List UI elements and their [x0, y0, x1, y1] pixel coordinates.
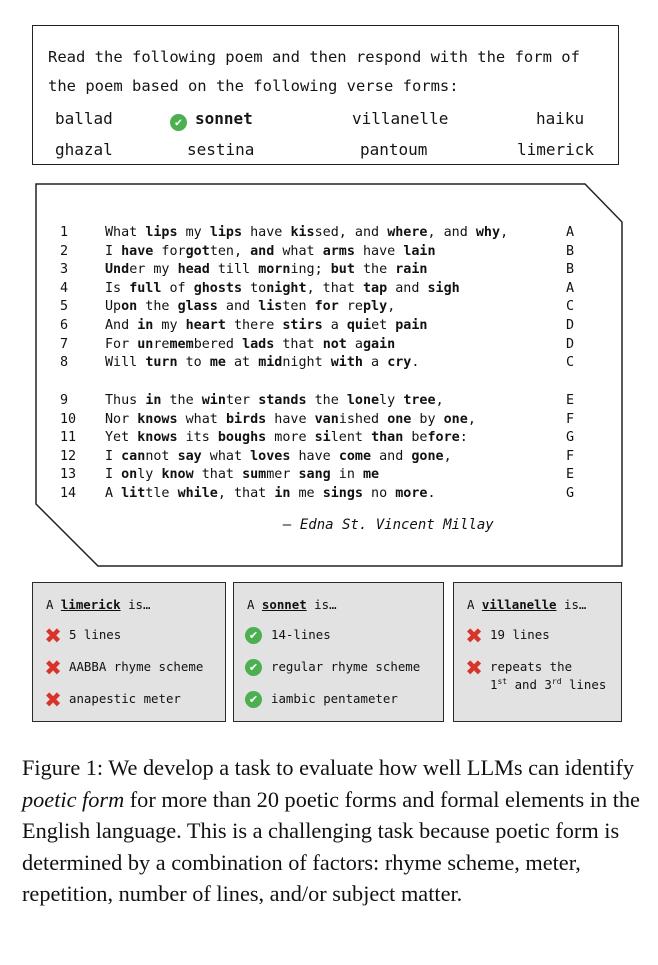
line-text: [105, 299, 395, 314]
stressed-syllable: on: [121, 467, 138, 483]
line-number: 11: [60, 430, 77, 446]
unstressed-text: .: [427, 486, 436, 501]
criterion-item: [43, 656, 204, 680]
stressed-syllable: pain: [395, 318, 428, 333]
rhyme-letter: A: [565, 280, 575, 296]
cross-icon: ✖: [465, 624, 483, 648]
line-number: 5: [60, 299, 69, 315]
line-number: 8: [60, 355, 69, 371]
line-text: [105, 337, 395, 352]
stressed-syllable: why: [475, 225, 501, 240]
unstressed-text: to: [177, 355, 210, 371]
rhyme-letter: D: [565, 336, 575, 352]
stressed-syllable: come: [338, 448, 372, 464]
unstressed-text: no: [363, 486, 396, 501]
rhyme-letter: C: [565, 299, 575, 315]
stressed-syllable: sigh: [427, 280, 460, 296]
line-text: [105, 355, 419, 370]
card-title: [46, 597, 150, 612]
line-number: 4: [60, 280, 69, 296]
unstressed-text: of: [161, 280, 194, 296]
unstressed-text: ter: [225, 393, 259, 408]
line-number: 12: [60, 448, 77, 464]
card-title-suffix: is…: [556, 597, 587, 612]
card-limerick: [32, 582, 226, 722]
line-number: 13: [60, 467, 77, 483]
form-option-haiku: haiku: [536, 109, 585, 128]
stressed-syllable: turn: [145, 355, 178, 371]
unstressed-text: a: [346, 336, 363, 352]
unstressed-text: ten: [282, 299, 315, 315]
unstressed-text: the: [161, 393, 202, 408]
unstressed-text: have: [290, 448, 339, 464]
criterion-text-line: AABBA rhyme scheme: [69, 659, 204, 674]
criterion-text-line: 19 lines: [490, 627, 550, 642]
stressed-syllable: one: [443, 411, 468, 427]
stressed-syllable: me: [363, 467, 380, 483]
unstressed-text: ,: [435, 393, 444, 408]
card-title: [247, 597, 337, 612]
cross-icon: ✖: [44, 688, 62, 712]
caption-tail: for more than 20 poetic forms and formal elements in the English language. This is a challenging task because poetic form is determined by a combination of factors: rhyme scheme, meter, repetition, number of lines, and/or subject matter.: [22, 786, 640, 907]
stressed-syllable: lit: [121, 486, 146, 501]
criterion-text: [271, 659, 420, 674]
unstressed-text: A: [105, 486, 122, 501]
criterion-text-line: repeats the: [490, 659, 573, 674]
unstressed-text: and: [387, 280, 428, 296]
rhyme-letter: C: [565, 355, 575, 371]
criterion-text-part: 1: [490, 677, 498, 693]
unstressed-text: ,: [500, 225, 509, 240]
card-title-prefix: A: [467, 597, 482, 612]
figure-caption: [22, 752, 642, 910]
stressed-syllable: fore: [427, 430, 460, 446]
unstressed-text: , that: [217, 486, 275, 501]
unstressed-text: the: [354, 262, 396, 278]
unstressed-text: Yet: [105, 430, 138, 446]
stressed-syllable: me: [209, 355, 226, 371]
line-text: [105, 430, 468, 445]
stressed-syllable: stirs: [282, 318, 323, 333]
rhyme-letter: F: [565, 448, 575, 464]
rhyme-letter: G: [565, 486, 575, 501]
unstressed-text: at: [225, 355, 259, 371]
criterion-item: [43, 624, 122, 648]
criterion-text: [271, 691, 398, 706]
stressed-syllable: gone: [411, 448, 444, 464]
form-option-sonnet: ✔ sonnet: [170, 109, 253, 131]
stressed-syllable: say: [177, 448, 202, 464]
unstressed-text: a: [322, 318, 347, 333]
line-number: 2: [60, 243, 69, 259]
stressed-syllable: tree: [403, 393, 436, 408]
unstressed-text: my: [177, 225, 210, 240]
stressed-syllable: in: [137, 318, 154, 333]
form-option-ballad: ballad: [55, 109, 113, 128]
unstressed-text: Nor: [105, 411, 138, 427]
unstressed-text: Up: [105, 299, 122, 315]
criterion-item: [244, 627, 331, 644]
rhyme-letter: D: [565, 318, 575, 333]
stressed-syllable: gain: [363, 336, 396, 352]
check-icon: ✔: [170, 114, 187, 131]
stressed-syllable: knows: [137, 430, 178, 446]
criterion-item: [244, 659, 420, 676]
criterion-text: [69, 691, 181, 706]
stressed-syllable: not: [322, 336, 347, 352]
rhyme-letter: A: [565, 225, 575, 240]
stressed-syllable: lis: [258, 299, 283, 315]
cross-icon: ✖: [465, 656, 483, 680]
line-text: [105, 244, 436, 259]
unstressed-text: , that: [306, 280, 363, 296]
unstressed-text: ,: [467, 411, 476, 427]
line-number: 1: [60, 225, 69, 240]
stressed-syllable: cry: [387, 355, 412, 371]
line-text: [105, 225, 508, 240]
stressed-syllable: knows: [137, 411, 178, 427]
unstressed-text: .: [411, 355, 420, 371]
stressed-syllable: mid: [258, 355, 283, 371]
card-title-prefix: A: [247, 597, 262, 612]
check-icon: ✔: [245, 627, 262, 644]
stressed-syllable: lips: [209, 225, 243, 240]
rhyme-letter: B: [565, 243, 575, 259]
criterion-text: [271, 627, 331, 642]
unstressed-text: ly: [137, 467, 162, 483]
unstressed-text: tle: [145, 486, 178, 501]
criterion-text-part: st: [497, 677, 508, 686]
unstressed-text: , and: [427, 225, 476, 240]
card-sonnet: [233, 582, 444, 722]
criterion-text: [69, 627, 121, 642]
stressed-syllable: than: [371, 430, 404, 446]
unstressed-text: for: [153, 243, 186, 259]
unstressed-text: et: [371, 318, 396, 333]
criterion-text: [490, 627, 550, 642]
unstressed-text: sed, and: [314, 225, 388, 240]
unstressed-text: be: [403, 430, 428, 446]
cross-icon: ✖: [44, 624, 62, 648]
stressed-syllable: ghosts: [193, 280, 243, 296]
unstressed-text: Is: [105, 280, 130, 296]
stressed-syllable: stands: [258, 393, 307, 408]
unstressed-text: and: [371, 448, 412, 464]
stressed-syllable: on: [121, 299, 138, 315]
stressed-syllable: ply: [363, 299, 388, 315]
criterion-text-part: lines: [561, 677, 607, 693]
unstressed-text: :: [459, 430, 468, 446]
unstressed-text: till: [209, 262, 259, 278]
line-number: 6: [60, 318, 69, 333]
line-number: 9: [60, 393, 69, 408]
stressed-syllable: si: [314, 430, 331, 446]
stressed-syllable: arms: [322, 243, 355, 259]
criterion-item: [244, 691, 398, 708]
criterion-text-part: rd: [551, 677, 562, 686]
form-option-villanelle: villanelle: [352, 109, 449, 128]
stressed-syllable: sings: [322, 486, 363, 501]
form-option-limerick: limerick: [517, 140, 595, 159]
unstressed-text: re: [338, 299, 363, 315]
unstressed-text: ly: [379, 393, 404, 408]
unstressed-text: have: [354, 243, 404, 259]
unstressed-text: lent: [330, 430, 372, 446]
unstressed-text: me: [290, 486, 323, 501]
unstressed-text: more: [266, 430, 315, 446]
stressed-syllable: glass: [177, 299, 218, 315]
line-number: 7: [60, 336, 69, 352]
rhyme-letter: E: [565, 467, 575, 483]
stressed-syllable: Und: [105, 262, 130, 278]
unstressed-text: my: [153, 318, 186, 333]
stressed-syllable: sang: [298, 467, 331, 483]
unstressed-text: what: [177, 411, 226, 427]
unstressed-text: the: [306, 393, 347, 408]
stressed-syllable: with: [330, 355, 363, 371]
stressed-syllable: van: [314, 411, 339, 427]
line-text: [105, 449, 452, 464]
line-number: 10: [60, 411, 77, 427]
card-term: limerick: [60, 597, 121, 612]
line-number: 3: [60, 262, 69, 278]
unstressed-text: I: [105, 448, 122, 464]
stressed-syllable: lads: [242, 336, 275, 352]
unstressed-text: And: [105, 318, 138, 333]
line-text: [105, 467, 379, 482]
unstressed-text: to: [242, 280, 267, 296]
unstressed-text: re: [153, 336, 170, 352]
unstressed-text: ten,: [209, 243, 251, 259]
rhyme-letter: G: [565, 430, 575, 446]
unstressed-text: that: [193, 467, 243, 483]
unstressed-text: er my: [129, 262, 178, 278]
stressed-syllable: mem: [169, 336, 194, 352]
caption-lead: Figure 1: We develop a task to evaluate how well LLMs can identify: [22, 755, 635, 780]
unstressed-text: I: [105, 243, 122, 259]
criterion-text: [490, 659, 606, 692]
unstressed-text: the: [137, 299, 178, 315]
line-text: [105, 281, 460, 296]
stressed-syllable: morn: [258, 262, 291, 278]
unstressed-text: ing;: [290, 262, 331, 278]
rhyme-letter: E: [565, 393, 575, 408]
stressed-syllable: kis: [290, 225, 315, 240]
stressed-syllable: lain: [403, 243, 436, 259]
stressed-syllable: can: [121, 448, 146, 464]
stressed-syllable: lone: [346, 393, 380, 408]
unstressed-text: Thus: [105, 393, 146, 408]
unstressed-text: bered: [193, 336, 243, 352]
line-text: [105, 486, 436, 501]
caption-emphasis: poetic form: [22, 786, 125, 812]
unstressed-text: ,: [387, 299, 396, 315]
unstressed-text: have: [266, 411, 315, 427]
unstressed-text: and: [217, 299, 259, 315]
stressed-syllable: birds: [225, 411, 267, 427]
criterion-item: [464, 624, 550, 648]
card-term: villanelle: [481, 597, 557, 612]
criterion-text: [69, 659, 203, 674]
criterion-item: [43, 688, 181, 712]
criterion-text-part: and 3: [507, 677, 552, 693]
stressed-syllable: night: [266, 280, 307, 296]
line-number: 14: [60, 486, 77, 501]
unstressed-text: not: [145, 448, 178, 464]
poem-attribution: – Edna St. Vincent Millay: [283, 517, 494, 533]
stressed-syllable: know: [161, 467, 194, 483]
unstressed-text: by: [411, 411, 444, 427]
criterion-text-line: anapestic meter: [69, 691, 181, 706]
unstressed-text: For: [105, 336, 138, 352]
stressed-syllable: heart: [185, 318, 226, 333]
form-option-ghazal: ghazal: [55, 140, 113, 159]
stressed-syllable: boughs: [217, 430, 267, 446]
stressed-syllable: more: [395, 486, 428, 501]
stressed-syllable: while: [177, 486, 218, 501]
criterion-text-line: 14-lines: [271, 627, 331, 642]
line-text: [105, 262, 428, 277]
form-option-pantoum: pantoum: [360, 140, 428, 159]
card-title-prefix: A: [46, 597, 61, 612]
line-text: [105, 393, 444, 408]
unstressed-text: what: [201, 448, 251, 464]
card-title-suffix: is…: [306, 597, 337, 612]
stressed-syllable: rain: [395, 262, 428, 278]
stressed-syllable: and: [250, 243, 275, 259]
unstressed-text: Will: [105, 355, 146, 371]
stressed-syllable: win: [201, 393, 226, 408]
criterion-text-line: regular rhyme scheme: [271, 659, 421, 674]
criterion-item: [464, 656, 607, 693]
unstressed-text: there: [225, 318, 283, 333]
criterion-text-line: 5 lines: [69, 627, 122, 642]
unstressed-text: its: [177, 430, 218, 446]
criterion-text-line: iambic pentameter: [271, 691, 398, 706]
rhyme-letter: B: [565, 262, 575, 278]
card-term: sonnet: [261, 597, 307, 612]
stressed-syllable: loves: [250, 448, 291, 464]
prompt-instruction: Read the following poem and then respond with the form of the poem based on the following verse forms:: [48, 48, 580, 95]
form-option-sestina: sestina: [187, 140, 255, 159]
stressed-syllable: where: [387, 225, 428, 240]
stressed-syllable: for: [314, 299, 339, 315]
stressed-syllable: un: [137, 336, 154, 352]
unstressed-text: I: [105, 467, 122, 483]
cross-icon: ✖: [44, 656, 62, 680]
stressed-syllable: in: [145, 393, 162, 408]
unstressed-text: in: [330, 467, 363, 483]
unstressed-text: ,: [443, 448, 452, 464]
line-text: [105, 318, 428, 333]
line-text: [105, 412, 476, 427]
card-title-suffix: is…: [120, 597, 151, 612]
unstressed-text: mer: [266, 467, 299, 483]
unstressed-text: that: [274, 336, 323, 352]
stressed-syllable: full: [129, 280, 162, 296]
stressed-syllable: head: [177, 262, 210, 278]
rhyme-letter: F: [565, 411, 575, 427]
check-icon: ✔: [245, 691, 262, 708]
unstressed-text: a: [363, 355, 388, 371]
stressed-syllable: in: [274, 486, 291, 501]
unstressed-text: night: [282, 355, 331, 371]
stressed-syllable: lips: [145, 225, 178, 240]
stressed-syllable: sum: [242, 467, 267, 483]
unstressed-text: What: [105, 225, 146, 240]
stressed-syllable: but: [330, 262, 355, 278]
unstressed-text: ished: [338, 411, 388, 427]
unstressed-text: have: [242, 225, 291, 240]
stressed-syllable: have: [121, 243, 154, 259]
unstressed-text: what: [274, 243, 323, 259]
stressed-syllable: qui: [346, 318, 372, 333]
stressed-syllable: tap: [363, 280, 388, 296]
check-icon: ✔: [245, 659, 262, 676]
stressed-syllable: got: [185, 243, 210, 259]
card-villanelle: [453, 582, 622, 722]
card-title: [467, 597, 586, 612]
stressed-syllable: one: [387, 411, 412, 427]
